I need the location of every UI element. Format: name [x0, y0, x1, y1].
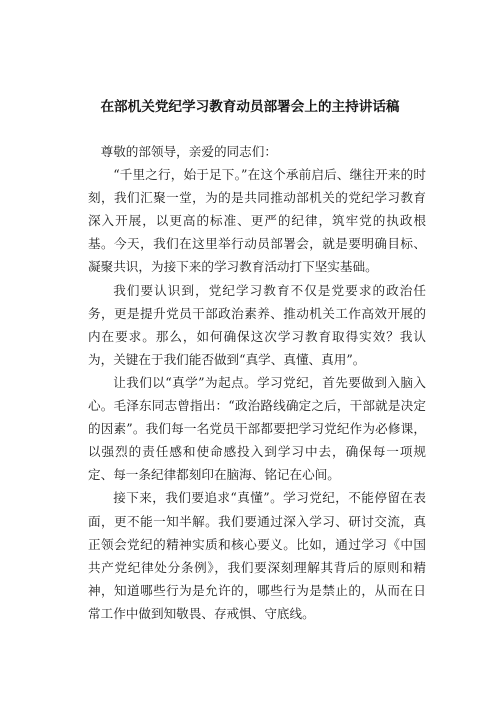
- paragraph-1: “千里之行，始于足下。”在这个承前启后、继往开来的时刻，我们汇聚一堂，为的是共同推动部机关的党纪学习教育深入开展，以更高的标准、更严的纪律，筑牢党的执政根基。今天，我们在这里举行动员部署会，就是要明确目标、凝聚共识，为接下来的学习教育活动打下坚实基础。: [88, 167, 426, 275]
- paragraph-3: 让我们以“真学”为起点。学习党纪，首先要做到入脑入心。毛泽东同志曾指出：“政治路线确定之后，干部就是决定的因素”。我们每一名党员干部都要把学习党纪作为必修课，以强烈的责任感和使命感投入到学习中去，确保每一项规定、每一条纪律都刻印在脑海、铭记在心间。: [88, 374, 426, 483]
- document-body: [88, 140, 426, 625]
- paragraph-4: 接下来，我们要追求“真懂”。学习党纪，不能停留在表面，更不能一知半解。我们要通过深入学习、研讨交流，真正领会党纪的精神实质和核心要义。比如，通过学习《中国共产党纪律处分条例》，我们要深刻理解其背后的原则和精神，知道哪些行为是允许的，哪些行为是禁止的，从而在日常工作中做到知敬畏、存戒惧、守底线。: [88, 490, 426, 621]
- paragraph-2: 我们要认识到，党纪学习教育不仅是党要求的政治任务，更是提升党员干部政治素养、推动机关工作高效开展的内在要求。那么，如何确保这次学习教育取得实效？我认为，关键在于我们能否做到“真学、真懂、真用”。: [88, 282, 426, 367]
- page-title: 在部机关党纪学习教育动员部署会上的主持讲话稿: [100, 99, 400, 115]
- salutation: 尊敬的部领导，亲爱的同志们：: [100, 144, 277, 159]
